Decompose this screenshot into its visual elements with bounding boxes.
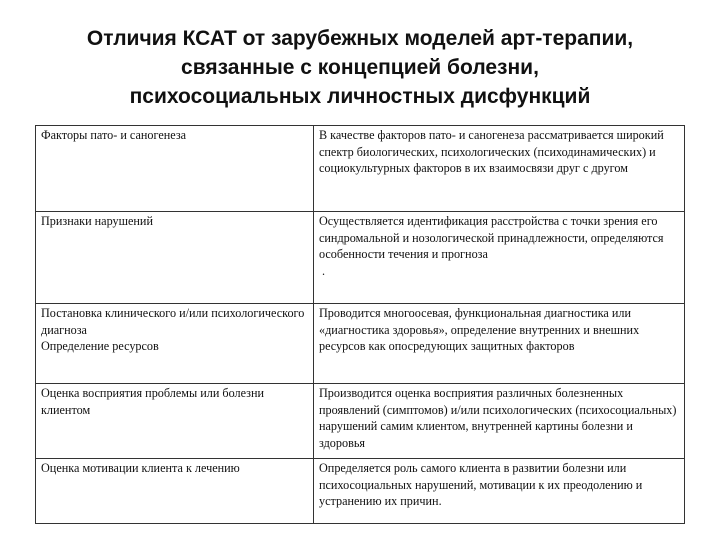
description-text: Проводится многоосевая, функциональная диагностика или «диагностика здоровья», определение внутренних и внешних ресурсов как опосредующих защитных факторов xyxy=(319,306,640,353)
comparison-table xyxy=(35,125,685,524)
description-cell xyxy=(314,384,685,459)
title-line-2: связанные с концепцией болезни, xyxy=(181,56,539,79)
description-text: Осуществляется идентификация расстройства с точки зрения его синдромальной и нозологической принадлежности, определяются особенности течения и прогноза xyxy=(319,214,664,261)
factor-cell xyxy=(36,126,314,212)
table-row xyxy=(36,459,685,524)
slide-title xyxy=(0,24,720,111)
description-text: Определяется роль самого клиента в развитии болезни или психосоциальных нарушений, мотивации к их преодолению и устранению их причин. xyxy=(319,461,643,508)
description-cell xyxy=(314,304,685,384)
description-cell xyxy=(314,212,685,304)
table-row xyxy=(36,126,685,212)
factor-cell xyxy=(36,304,314,384)
title-line-1: Отличия КСАТ от зарубежных моделей арт-терапии, xyxy=(86,27,634,50)
factor-cell xyxy=(36,459,314,524)
title-line-3: психосоциальных личностных дисфункций xyxy=(129,85,591,108)
description-cell xyxy=(314,459,685,524)
factor-text: Оценка восприятия проблемы или болезни клиентом xyxy=(41,386,265,417)
description-dot: . xyxy=(322,263,326,278)
description-cell xyxy=(314,126,685,212)
factor-text: Признаки нарушений xyxy=(41,214,153,228)
factor-text-secondary: Определение ресурсов xyxy=(41,339,159,353)
table-row xyxy=(36,304,685,384)
table-row xyxy=(36,212,685,304)
factor-cell xyxy=(36,384,314,459)
table-row xyxy=(36,384,685,459)
description-text: Производится оценка восприятия различных болезненных проявлений (симптомов) и/или психологических (психосоциальных) нарушений самим клиентом, внутренней картины болезни и здоровья xyxy=(319,386,677,450)
factor-text: Факторы пато- и саногенеза xyxy=(41,128,187,142)
factor-text: Оценка мотивации клиента к лечению xyxy=(41,461,240,475)
description-text: В качестве факторов пато- и саногенеза рассматривается широкий спектр биологических, психологических (психодинамических) и социокультурных факторов в их взаимосвязи друг с другом xyxy=(319,128,664,175)
factor-text: Постановка клинического и/или психологического диагноза xyxy=(41,306,305,337)
factor-cell xyxy=(36,212,314,304)
